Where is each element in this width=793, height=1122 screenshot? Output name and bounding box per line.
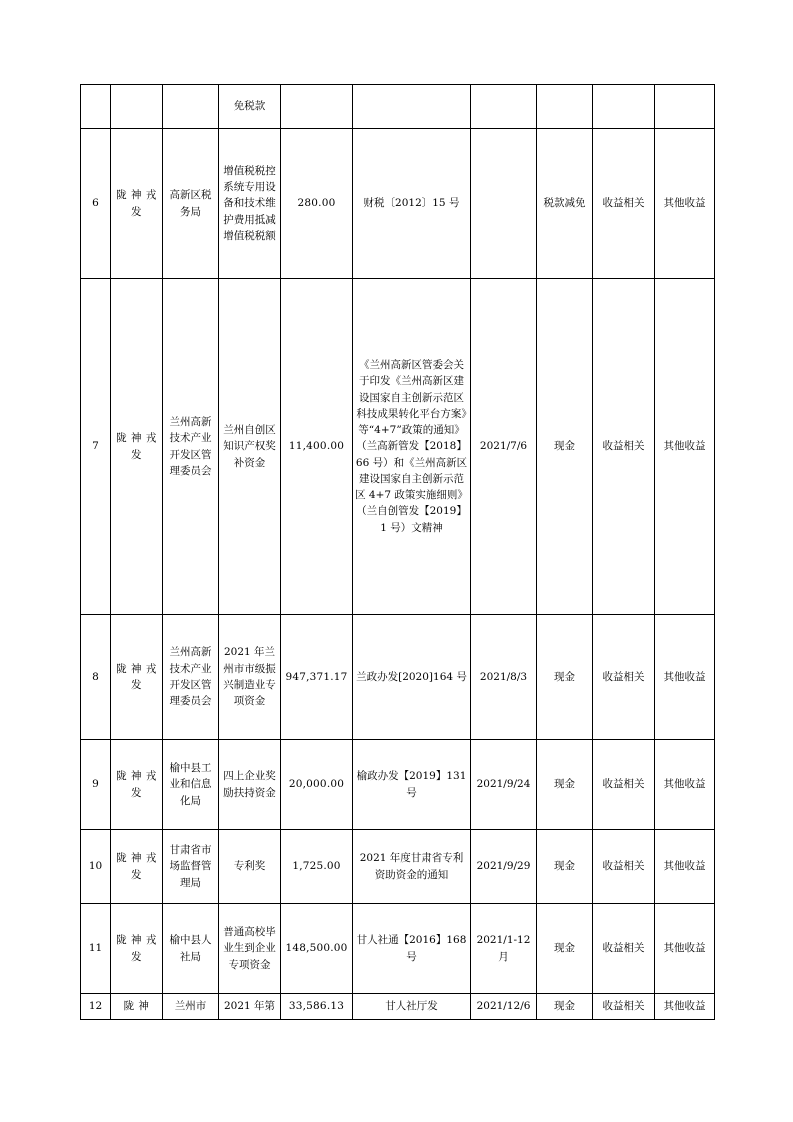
cell-type: 其他收益 — [655, 904, 715, 994]
cell-amount — [281, 85, 353, 129]
cell-date: 2021/1-12 月 — [471, 904, 537, 994]
cell-basis: 2021 年度甘肃省专利资助资金的通知 — [353, 830, 471, 904]
cell-org: 陇 神 戎发 — [111, 615, 163, 740]
table-row — [81, 904, 715, 994]
cell-amount: 280.00 — [281, 129, 353, 279]
cell-dept: 榆中县工业和信息化局 — [163, 740, 219, 830]
cell-org: 陇 神 戎发 — [111, 740, 163, 830]
cell-amount: 148,500.00 — [281, 904, 353, 994]
cell-form: 现金 — [537, 830, 593, 904]
cell-form: 现金 — [537, 279, 593, 615]
cell-date: 2021/7/6 — [471, 279, 537, 615]
cell-form: 现金 — [537, 615, 593, 740]
cell-basis — [353, 85, 471, 129]
table-row — [81, 830, 715, 904]
table-row — [81, 279, 715, 615]
cell-basis: 榆政办发【2019】131 号 — [353, 740, 471, 830]
cell-dept: 兰州市 — [163, 994, 219, 1020]
cell-item: 专利奖 — [219, 830, 281, 904]
cell-form: 现金 — [537, 740, 593, 830]
table-row — [81, 994, 715, 1020]
table-row — [81, 129, 715, 279]
cell-item: 2021 年第 — [219, 994, 281, 1020]
cell-org: 陇 神 戎发 — [111, 904, 163, 994]
cell-basis: 《兰州高新区管委会关于印发《兰州高新区建设国家自主创新示范区科技成果转化平台方案》等“4+7”政策的通知》（兰高新管发【2018】66 号）和《兰州高新区建设国家自主创新示范区 4+7 政策实施细则》（兰自创管发【2019】1 号）文精神 — [353, 279, 471, 615]
cell-form: 现金 — [537, 994, 593, 1020]
cell-index: 6 — [81, 129, 111, 279]
cell-index: 12 — [81, 994, 111, 1020]
cell-type: 其他收益 — [655, 279, 715, 615]
cell-item: 2021 年兰州市市级振兴制造业专项资金 — [219, 615, 281, 740]
cell-dept: 兰州高新技术产业开发区管理委员会 — [163, 279, 219, 615]
cell-index: 8 — [81, 615, 111, 740]
cell-dept: 甘肃省市场监督管理局 — [163, 830, 219, 904]
cell-amount: 947,371.17 — [281, 615, 353, 740]
cell-form: 现金 — [537, 904, 593, 994]
cell-relation: 收益相关 — [593, 994, 655, 1020]
cell-relation: 收益相关 — [593, 740, 655, 830]
cell-type: 其他收益 — [655, 994, 715, 1020]
cell-form: 税款减免 — [537, 129, 593, 279]
cell-relation: 收益相关 — [593, 129, 655, 279]
cell-org: 陇 神 戎发 — [111, 129, 163, 279]
cell-dept: 高新区税务局 — [163, 129, 219, 279]
table-row — [81, 740, 715, 830]
cell-dept: 兰州高新技术产业开发区管理委员会 — [163, 615, 219, 740]
cell-type — [655, 85, 715, 129]
cell-dept — [163, 85, 219, 129]
cell-basis: 甘人社通【2016】168 号 — [353, 904, 471, 994]
cell-type: 其他收益 — [655, 129, 715, 279]
cell-date: 2021/8/3 — [471, 615, 537, 740]
cell-type: 其他收益 — [655, 740, 715, 830]
cell-item: 兰州自创区知识产权奖补资金 — [219, 279, 281, 615]
cell-item: 增值税税控系统专用设备和技术维护费用抵减增值税税额 — [219, 129, 281, 279]
table-row — [81, 85, 715, 129]
cell-org — [111, 85, 163, 129]
cell-org: 陇 神 — [111, 994, 163, 1020]
cell-item: 普通高校毕业生到企业专项资金 — [219, 904, 281, 994]
cell-org: 陇 神 戎发 — [111, 830, 163, 904]
cell-index: 9 — [81, 740, 111, 830]
cell-relation: 收益相关 — [593, 904, 655, 994]
cell-date — [471, 129, 537, 279]
cell-amount: 1,725.00 — [281, 830, 353, 904]
cell-date — [471, 85, 537, 129]
cell-index: 11 — [81, 904, 111, 994]
grant-table-wrapper — [80, 84, 714, 1020]
cell-item: 免税款 — [219, 85, 281, 129]
cell-relation: 收益相关 — [593, 279, 655, 615]
cell-index — [81, 85, 111, 129]
cell-org: 陇 神 戎发 — [111, 279, 163, 615]
cell-amount: 33,586.13 — [281, 994, 353, 1020]
cell-form — [537, 85, 593, 129]
cell-basis: 财税〔2012〕15 号 — [353, 129, 471, 279]
table-row — [81, 615, 715, 740]
cell-relation: 收益相关 — [593, 830, 655, 904]
cell-amount: 20,000.00 — [281, 740, 353, 830]
cell-type: 其他收益 — [655, 615, 715, 740]
cell-amount: 11,400.00 — [281, 279, 353, 615]
cell-index: 7 — [81, 279, 111, 615]
cell-index: 10 — [81, 830, 111, 904]
cell-type: 其他收益 — [655, 830, 715, 904]
cell-basis: 兰政办发[2020]164 号 — [353, 615, 471, 740]
cell-relation: 收益相关 — [593, 615, 655, 740]
government-grant-table — [80, 84, 715, 1020]
cell-item: 四上企业奖励扶持资金 — [219, 740, 281, 830]
cell-dept: 榆中县人社局 — [163, 904, 219, 994]
cell-date: 2021/12/6 — [471, 994, 537, 1020]
cell-relation — [593, 85, 655, 129]
cell-date: 2021/9/29 — [471, 830, 537, 904]
cell-date: 2021/9/24 — [471, 740, 537, 830]
cell-basis: 甘人社厅发 — [353, 994, 471, 1020]
